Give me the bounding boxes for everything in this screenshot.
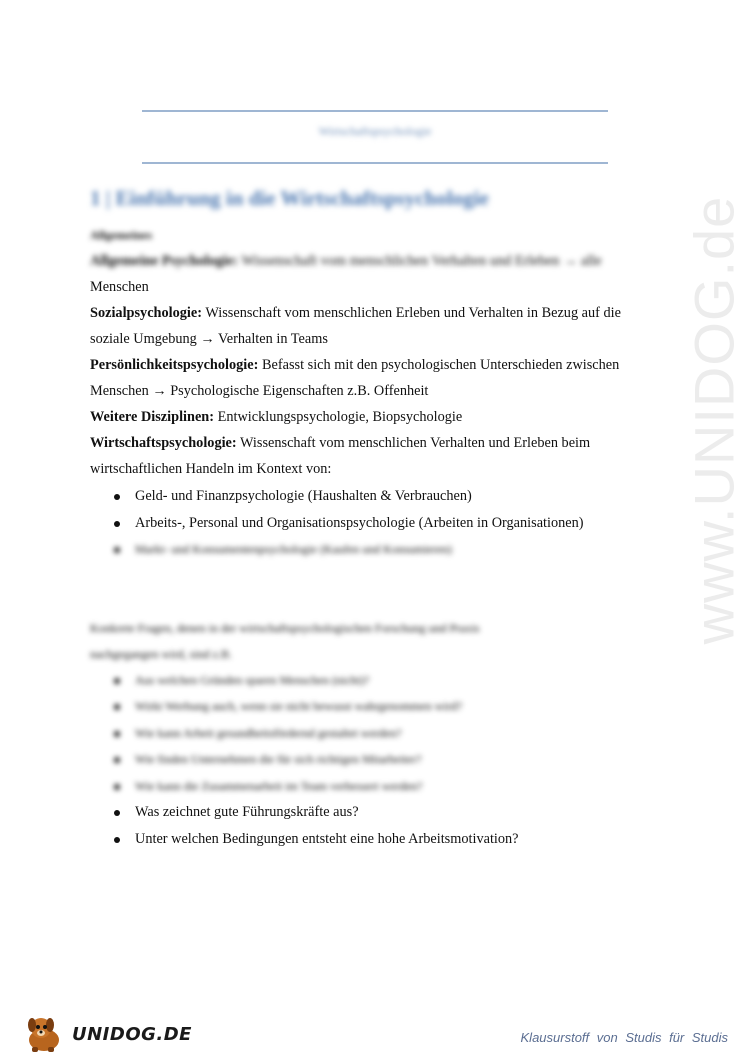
list-item: Arbeits-, Personal und Organisationspsychologie (Arbeiten in Organisationen) <box>90 510 670 537</box>
definition-continuation: Menschen → Psychologische Eigenschaften z.B. Offenheit <box>90 383 429 399</box>
list-item: Wirkt Werbung auch, wenn sie nicht bewusst wahrgenommen wird? <box>90 693 670 720</box>
bullet-icon <box>114 494 120 500</box>
definition-text: Wissenschaft vom menschlichen Verhalten und Erleben → alle <box>241 253 602 269</box>
bullet-icon <box>114 547 120 553</box>
section-heading: 1 | Einführung in die Wirtschaftspsychologie <box>90 186 489 210</box>
list-item: Geld- und Finanzpsychologie (Haushalten & Verbrauchen) <box>90 483 670 510</box>
bullet-icon <box>114 678 120 684</box>
definition-continuation: Menschen <box>90 279 149 295</box>
definition-allgemeine-psychologie <box>90 248 670 274</box>
questions-intro-line-2: nachgegangen wird, sind z.B. <box>90 646 232 661</box>
list-item: Wie kann die Zusammenarbeit im Team verbessert werden? <box>90 773 670 800</box>
bullet-icon <box>114 757 120 763</box>
definition-weitere-disziplinen <box>90 404 670 430</box>
document-body <box>90 222 670 852</box>
header-rule-bottom <box>142 162 608 164</box>
definition-term: Sozialpsychologie: <box>90 305 202 321</box>
bullet-icon <box>114 521 120 527</box>
definition-wirtschaftspsychologie <box>90 430 670 456</box>
list-item: Markt- und Konsumentenpsychologie (Kaufen und Konsumieren) <box>90 536 670 563</box>
header-rule-top <box>142 110 608 112</box>
context-list <box>90 483 670 563</box>
definition-text: Befasst sich mit den psychologischen Unterschieden zwischen <box>261 357 620 373</box>
list-item: Was zeichnet gute Führungskräfte aus? <box>90 799 670 826</box>
footer-tagline: Klausurstoff von Studis für Studis <box>520 1030 728 1045</box>
definition-text: Entwicklungspsychologie, Biopsychologie <box>217 409 463 425</box>
question-list <box>90 667 670 853</box>
definition-term: Wirtschaftspsychologie: <box>90 435 237 451</box>
bullet-icon <box>114 731 120 737</box>
list-item: Wie kann Arbeit gesundheitsfördernd gestaltet werden? <box>90 720 670 747</box>
definition-continuation: wirtschaftlichen Handeln im Kontext von: <box>90 461 332 477</box>
list-item: Aus welchen Gründen sparen Menschen (nicht)? <box>90 667 670 694</box>
bullet-icon <box>114 837 120 843</box>
section-subheading: Allgemeines <box>90 228 152 242</box>
watermark: www.UNIDOG.de <box>682 195 746 645</box>
definition-term: Weitere Disziplinen: <box>90 409 215 425</box>
definition-term: Persönlichkeitspsychologie: <box>90 357 259 373</box>
questions-intro-line-1: Konkrete Fragen, denen in der wirtschaftspsychologischen Forschung und Praxis <box>90 620 480 635</box>
list-item: Wie finden Unternehmen die für sich richtigen Mitarbeiter? <box>90 746 670 773</box>
bullet-icon <box>114 810 120 816</box>
definition-text: Wissenschaft vom menschlichen Erleben und Verhalten in Bezug auf die <box>205 305 621 321</box>
unidog-logo[interactable] <box>20 1014 192 1054</box>
logo-text: UNIDOG.DE <box>72 1024 192 1045</box>
definition-term: Allgemeine Psychologie: <box>90 253 239 269</box>
bullet-icon <box>114 704 120 710</box>
definition-continuation: soziale Umgebung → Verhalten in Teams <box>90 331 328 347</box>
definition-sozialpsychologie <box>90 300 670 326</box>
definition-text: Wissenschaft vom menschlichen Verhalten und Erleben beim <box>240 435 591 451</box>
definition-persoenlichkeitspsychologie <box>90 352 670 378</box>
bullet-icon <box>114 784 120 790</box>
page-header-title: Wirtschaftspsychologie <box>318 124 432 138</box>
list-item: Unter welchen Bedingungen entsteht eine hohe Arbeitsmotivation? <box>90 826 670 853</box>
dog-mascot-icon <box>20 1014 68 1054</box>
